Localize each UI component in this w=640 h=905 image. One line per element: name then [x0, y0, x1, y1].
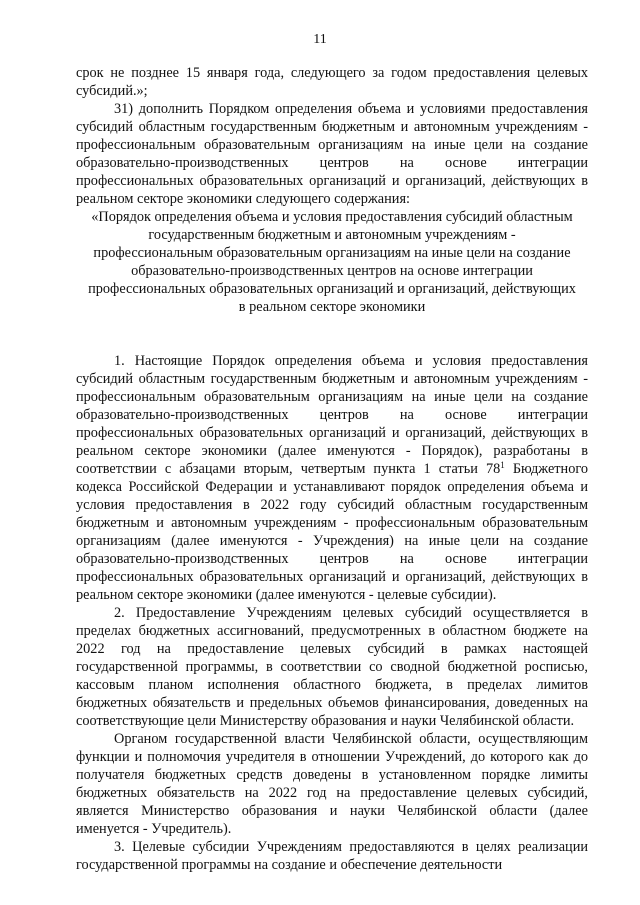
order-title — [76, 208, 588, 316]
paragraph-intro: срок не позднее 15 января года, следующего за годом предоставления целевых субсидий.»; — [76, 65, 588, 99]
paragraph-1-text-a: 1. Настоящие Порядок определения объема и условия предоставления субсидий областным государственным бюджетным и автономным учреждениям - профессиональным образовательным организациям на иные цели на создание образовательно-производственных центров на основе интеграции профессиональных образовательных организаций и организаций, действующих в реальном секторе экономики (далее именуются - Порядок), разработаны в соответствии с абзацами вторым, четвертым пункта 1 статьи 78 — [76, 353, 588, 477]
paragraph-2-continued: Органом государственной власти Челябинской области, осуществляющим функции и полномочия учредителя в отношении Учреждений, до которого как до получателя бюджетных средств доведены в установленном порядке лимиты бюджетных обязательств на 2022 год на предоставление целевых субсидий, является Министерство образования и науки Челябинской области (далее именуется - Учредитель). — [76, 731, 588, 837]
paragraph-1 — [76, 352, 588, 604]
title-line: «Порядок определения объема и условия предоставления субсидий областным — [91, 209, 573, 225]
paragraph-2: 2. Предоставление Учреждениям целевых субсидий осуществляется в пределах бюджетных ассигнований, предусмотренных в областном бюджете на 2022 год на предоставление целевых субсидий в рамках настоящей государственной программы, в соответствии со сводной бюджетной росписью, кассовым планом исполнения областного бюджета, в пределах лимитов бюджетных обязательств и предельных объемов финансирования, доведенных на соответствующие цели Министерству образования и науки Челябинской области. — [76, 605, 588, 729]
title-line: профессиональных образовательных организаций и организаций, действующих — [88, 281, 576, 297]
title-line: государственным бюджетным и автономным учреждениям - — [148, 227, 516, 243]
document-body — [76, 64, 588, 874]
paragraph-1-text-b: Бюджетного кодекса Российской Федерации и устанавливают порядок определения объема и условия предоставления в 2022 году субсидий областным государственным бюджетным и автономным учреждениям - профессиональным образовательным организациям (далее именуются - Учреждения) на иные цели на создание образовательно-производственных центров на основе интеграции профессиональных образовательных организаций и организаций, действующих в реальном секторе экономики (далее именуются - целевые субсидии). — [76, 461, 588, 603]
blank-spacer — [76, 316, 588, 352]
title-line: образовательно-производственных центров на основе интеграции — [131, 263, 533, 279]
title-line: профессиональным образовательным организациям на иные цели на создание — [93, 245, 571, 261]
paragraph-3: 3. Целевые субсидии Учреждениям предоставляются в целях реализации государственной программы на создание и обеспечение деятельности — [76, 839, 588, 873]
page-number: 11 — [313, 32, 327, 47]
superscript: 1 — [500, 460, 505, 470]
paragraph-31: 31) дополнить Порядком определения объема и условиями предоставления субсидий областным государственным бюджетным и автономным учреждениям - профессиональным образовательным организациям на иные цели на создание образовательно-производственных центров на основе интеграции профессиональных образовательных организаций и организаций, действующих в реальном секторе экономики следующего содержания: — [76, 101, 588, 207]
title-line: в реальном секторе экономики — [238, 299, 426, 315]
